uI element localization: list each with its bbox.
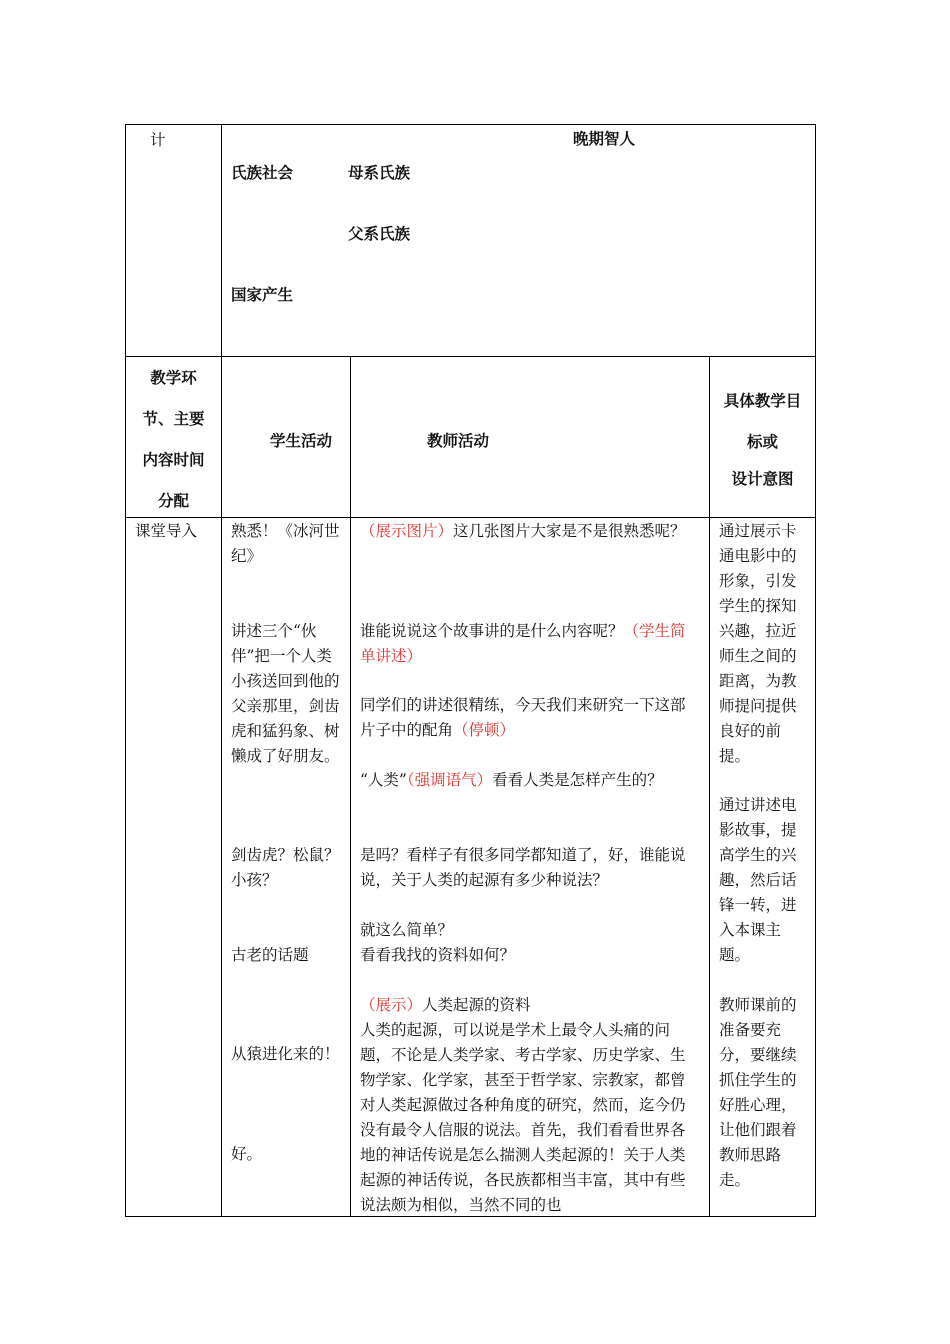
teacher-cue-pause: （停顿） (453, 721, 516, 739)
col-divider-2 (350, 356, 351, 1217)
teacher-cue-show: （展示） (360, 996, 423, 1014)
matrilineal-label: 母系氏族 (348, 164, 411, 182)
row-divider-2 (125, 517, 816, 518)
header-teaching-stage-line-1: 教学环 (150, 369, 197, 387)
teacher-text-story-question: 谁能说说这个故事讲的是什么内容呢？ (360, 622, 624, 640)
student-response-old-topic: 古老的话题 (231, 946, 309, 964)
header-design-intent-line-2: 标或 (746, 433, 778, 451)
patrilineal-label: 父系氏族 (348, 225, 411, 243)
student-response-ok: 好。 (231, 1145, 263, 1163)
teacher-para-origin-essay: 人类的起源，可以说是学术上最令人头痛的问题，不论是人类学家、考古学家、历史学家、生物学家、化学家，甚至于哲学家、宗教家，都曾对人类起源做过各种角度的研究，然而，迄今仍没有最令人信服的说法。首先，我们看看世界各地的神话传说是怎么揣测人类起源的！关于人类起源的神话传说，各民族都相当丰富，其中有些说法颇为相似，当然不同的也 (360, 1021, 686, 1214)
teacher-text-show-images: 这几张图片大家是不是很熟悉呢？ (453, 522, 686, 540)
teacher-text-origin-materials: 人类起源的资料 (422, 996, 531, 1014)
student-response-characters: 剑齿虎？松鼠？小孩？ (231, 846, 340, 889)
table-border-left (125, 124, 126, 1217)
header-teaching-stage-line-4: 分配 (157, 492, 189, 510)
teacher-text-supporting-role: 同学们的讲述很精练，今天我们来研究一下这部片子中的配角 (360, 696, 686, 739)
table-border-bottom (125, 1216, 816, 1217)
section-intro: 课堂导入 (135, 522, 198, 540)
row-divider-1 (125, 356, 816, 357)
design-intent-2: 通过讲述电影故事，提高学生的兴趣，然后话锋一转，进入本课主题。 (719, 796, 797, 964)
teacher-text-so-simple: 就这么简单？ (360, 921, 454, 939)
header-teacher-activity: 教师活动 (427, 432, 490, 450)
teacher-text-humans: “人类” (360, 771, 407, 789)
teacher-para-origin-theories: 是吗？看样子有很多同学都知道了，好，谁能说说，关于人类的起源有多少种说法？ (360, 846, 686, 889)
teacher-text-check-materials: 看看我找的资料如何？ (360, 946, 516, 964)
teacher-cue-emphasis: （强调语气） (406, 771, 493, 789)
teacher-cue-show-images: （展示图片） (360, 522, 454, 540)
header-teaching-stage (126, 358, 221, 522)
table-border-right (815, 124, 816, 1217)
clan-society-label: 氏族社会 (231, 164, 294, 182)
teacher-cue-student-retell: （学生简单讲述） (360, 622, 686, 665)
student-response-evolution: 从猿进化来的！ (231, 1045, 340, 1063)
header-teaching-stage-line-3: 内容时间 (142, 451, 205, 469)
teacher-para-so-simple (360, 918, 700, 968)
state-emergence-label: 国家产生 (231, 286, 294, 304)
student-response-story: 讲述三个“伙伴”把一个人类小孩送回到他的父亲那里，剑齿虎和猛犸象、树懒成了好朋友。 (231, 622, 340, 765)
teacher-text-how-humans-arose: 看看人类是怎样产生的？ (492, 771, 663, 789)
table-border-top (125, 124, 816, 125)
header-design-intent (710, 388, 815, 493)
header-student-activity: 学生活动 (270, 432, 333, 450)
row-label: 计 (150, 131, 166, 149)
header-design-intent-line-3: 设计意图 (731, 470, 794, 488)
col-divider-1 (221, 124, 222, 1217)
teacher-para-supporting-role (360, 693, 700, 743)
student-response-familiar: 熟悉！《冰河世纪》 (231, 522, 340, 565)
design-intent-1: 通过展示卡通电影中的形象，引发学生的探知兴趣，拉近师生之间的距离，为教师提问提供良好的前提。 (719, 522, 797, 765)
teacher-para-show-materials (360, 993, 700, 1018)
header-design-intent-line-1: 具体教学目 (723, 392, 802, 410)
header-teaching-stage-line-2: 节、主要 (142, 410, 205, 428)
teacher-para-humans (360, 768, 700, 793)
teacher-para-show-images (360, 519, 700, 544)
design-intent-3: 教师课前的准备要充分，要继续抓住学生的好胜心理，让他们跟着教师思路走。 (719, 996, 797, 1189)
teacher-para-story-question (360, 619, 700, 669)
late-homo-sapiens-label: 晚期智人 (573, 130, 636, 148)
